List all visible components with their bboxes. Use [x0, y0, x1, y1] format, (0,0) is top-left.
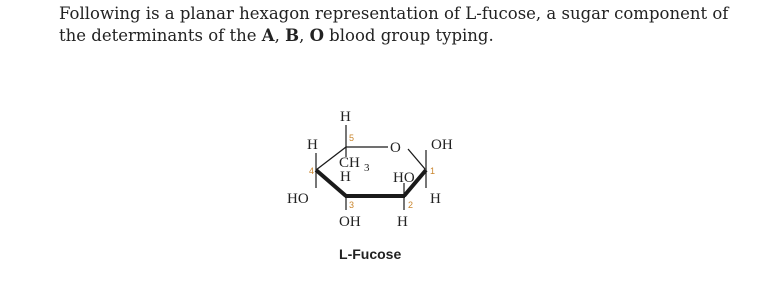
intro-text-1: Following is a planar hexagon representation of [59, 4, 466, 23]
label-methyl-subscript: 3 [364, 162, 370, 174]
carbon-number-4: 4 [309, 166, 315, 176]
carbon-number-5: 5 [349, 133, 355, 143]
label-c3-oh: OH [339, 214, 361, 230]
label-c1-h: H [430, 191, 441, 207]
blood-group-b: B [285, 26, 300, 45]
blood-group-o: O [309, 26, 324, 45]
label-c5-bottom-h: H [340, 169, 351, 185]
carbon-number-2: 2 [408, 200, 414, 210]
bond-o-c1 [408, 149, 425, 169]
label-c4-ho: HO [287, 191, 309, 207]
figure-caption [339, 246, 401, 262]
intro-sep-2: , [299, 26, 310, 45]
label-methyl: CH [339, 155, 360, 171]
carbon-number-3: 3 [349, 200, 355, 210]
sugar-config-prefix: L [465, 4, 477, 23]
blood-group-a: A [261, 26, 275, 45]
caption-name: -Fucose [347, 246, 402, 262]
label-c4-h: H [307, 137, 318, 153]
intro-text-2: -fucose, a sugar component of the determinants of the [59, 4, 729, 45]
label-ring-oxygen: O [390, 140, 401, 156]
intro-text-3: blood group typing. [323, 26, 494, 45]
label-c2-h: H [397, 214, 408, 230]
label-c1-oh: OH [431, 137, 453, 153]
label-c5-h: H [340, 109, 351, 125]
caption-config-prefix: L [339, 246, 348, 262]
carbon-number-1: 1 [430, 166, 436, 176]
label-c2-ho: HO [393, 170, 415, 186]
intro-sep-1: , [274, 26, 286, 45]
